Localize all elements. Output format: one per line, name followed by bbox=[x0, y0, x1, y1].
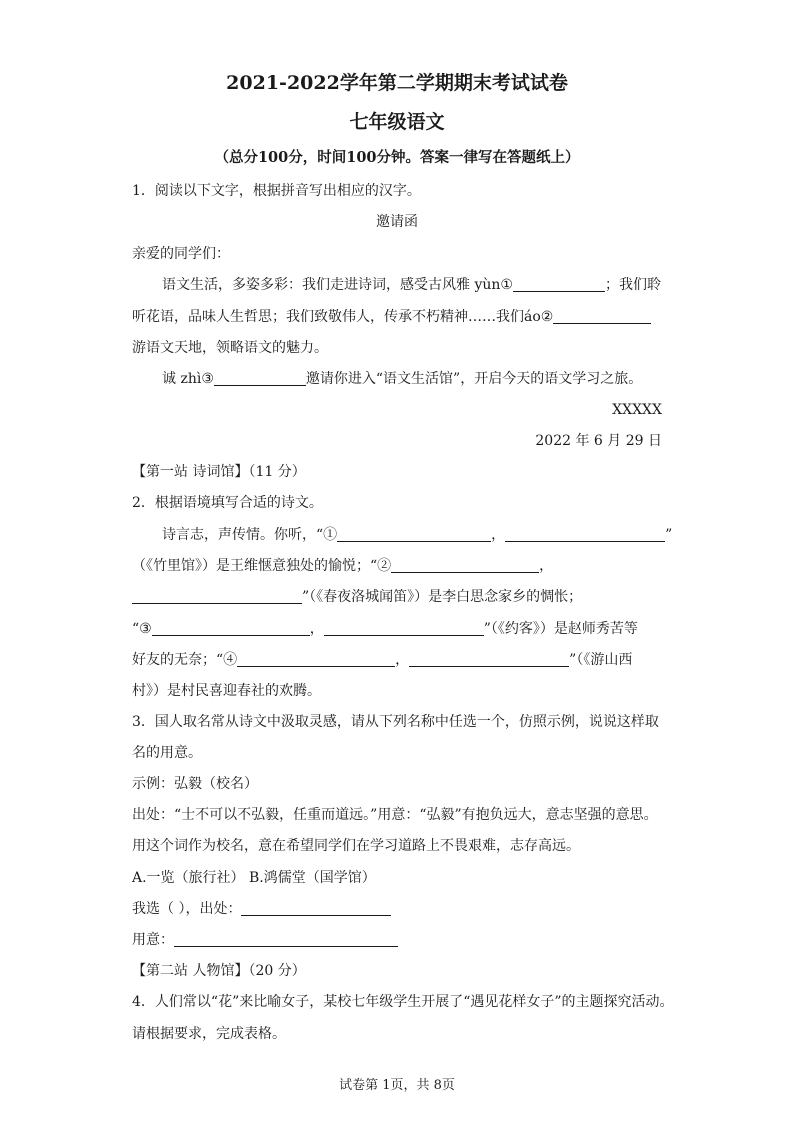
blank-poem-3b[interactable] bbox=[324, 620, 484, 636]
letter-greeting: 亲爱的同学们： bbox=[132, 246, 230, 262]
q2-line-5-comma: ， bbox=[395, 652, 410, 668]
q3-choose-line bbox=[132, 899, 391, 919]
q3-options: A.一览（旅行社） B.鸿儒堂（国学馆） bbox=[132, 870, 376, 886]
blank-zhi[interactable] bbox=[214, 370, 306, 386]
q3-meaning-line bbox=[132, 930, 398, 950]
blank-source[interactable] bbox=[241, 900, 391, 916]
q3-usage: 用这个词作为校名，意在希望同学们在学习道路上不畏艰难，志存高远。 bbox=[132, 838, 580, 854]
q2-line-2-text: （《竹里馆》）是王维惬意独处的愉悦；“② bbox=[132, 558, 392, 574]
letter-line-1-tail: ；我们聆 bbox=[604, 277, 661, 293]
blank-poem-1a[interactable] bbox=[337, 526, 491, 542]
q2-line-3-text: ”（《春夜洛城闻笛》）是李白思念家乡的惆怅； bbox=[302, 589, 583, 605]
exam-note: （总分100分，时间100分钟。答案一律写在答题纸上） bbox=[214, 149, 580, 166]
q4-line-2: 请根据要求，完成表格。 bbox=[132, 1026, 286, 1042]
q2-line-5 bbox=[132, 650, 632, 670]
blank-ao[interactable] bbox=[553, 308, 651, 324]
q2-line-4-tail: ”（《约客》）是赵师秀苦等 bbox=[483, 621, 638, 637]
q2-line-5-text: 好友的无奈；“④ bbox=[132, 652, 238, 668]
letter-signature: XXXXX bbox=[612, 402, 662, 418]
blank-yun[interactable] bbox=[513, 276, 605, 292]
letter-title: 邀请函 bbox=[376, 214, 418, 230]
q2-line-3 bbox=[132, 587, 582, 607]
q2-line-4-comma: ， bbox=[309, 621, 324, 637]
q3-source: 出处：“士不可以不弘毅，任重而道远。”用意：“弘毅”有抱负远大，意志坚强的意思。 bbox=[132, 807, 658, 823]
letter-date: 2022 年 6 月 29 日 bbox=[535, 433, 662, 449]
letter-line-2-text: 听花语，品味人生哲思；我们致敬伟人，传承不朽精神……我们áo② bbox=[132, 309, 554, 325]
blank-poem-2a[interactable] bbox=[391, 557, 539, 573]
q2-line-6: 村》）是村民喜迎春社的欢腾。 bbox=[132, 683, 321, 699]
letter-line-2 bbox=[132, 307, 651, 327]
q3-line-1: 3．国人取名常从诗文中汲取灵感，请从下列名称中任选一个，仿照示例，说说这样取 bbox=[132, 714, 659, 730]
q2-line-2 bbox=[132, 556, 553, 576]
q3-choose-text: 我选（ ），出处： bbox=[132, 901, 242, 917]
letter-line-3: 游语文天地，领略语文的魅力。 bbox=[132, 340, 328, 356]
q2-line-1 bbox=[162, 525, 672, 545]
q2-line-1-text: 诗言志，声传情。你听，“① bbox=[162, 527, 338, 543]
q4-line-1: 4．人们常以“花”来比喻女子，某校七年级学生开展了“遇见花样女子”的主题探究活动。 bbox=[132, 994, 674, 1010]
page-footer: 试卷第 1页，共 8页 bbox=[339, 1078, 455, 1093]
q3-line-2: 名的用意。 bbox=[132, 745, 202, 761]
q2-line-1-end: ” bbox=[665, 527, 673, 543]
q2-prompt: 2．根据语境填写合适的诗文。 bbox=[132, 495, 323, 511]
q3-example: 示例：弘毅（校名） bbox=[132, 776, 258, 792]
q2-line-1-comma: ， bbox=[491, 527, 506, 543]
blank-poem-2b[interactable] bbox=[132, 588, 302, 604]
blank-meaning[interactable] bbox=[174, 931, 398, 947]
blank-poem-3a[interactable] bbox=[152, 620, 310, 636]
blank-poem-4b[interactable] bbox=[409, 651, 569, 667]
letter-line-1 bbox=[162, 275, 661, 295]
station2-heading: 【第二站 人物馆】（20 分） bbox=[132, 963, 306, 979]
letter-line-1-text: 语文生活，多姿多彩：我们走进诗词，感受古风雅 yùn① bbox=[162, 277, 513, 293]
letter-line-4-text: 诚 zhì③ bbox=[162, 371, 214, 387]
blank-poem-1b[interactable] bbox=[505, 526, 665, 542]
exam-title: 2021-2022学年第二学期期末考试试卷 bbox=[226, 72, 568, 94]
q1-prompt: 1．阅读以下文字，根据拼音写出相应的汉字。 bbox=[132, 183, 421, 199]
exam-subtitle: 七年级语文 bbox=[349, 111, 445, 133]
q2-line-4 bbox=[132, 619, 638, 639]
q3-meaning-text: 用意： bbox=[132, 932, 174, 948]
q2-line-4-text: “③ bbox=[132, 621, 152, 637]
blank-poem-4a[interactable] bbox=[237, 651, 395, 667]
letter-line-4-tail: 邀请你进入“语文生活馆”，开启今天的语文学习之旅。 bbox=[305, 371, 643, 387]
q2-line-5-tail: ”（《游山西 bbox=[569, 652, 633, 668]
station1-heading: 【第一站 诗词馆】（11 分） bbox=[132, 464, 306, 480]
letter-line-4 bbox=[162, 369, 642, 389]
q2-line-2-comma: ， bbox=[539, 558, 554, 574]
